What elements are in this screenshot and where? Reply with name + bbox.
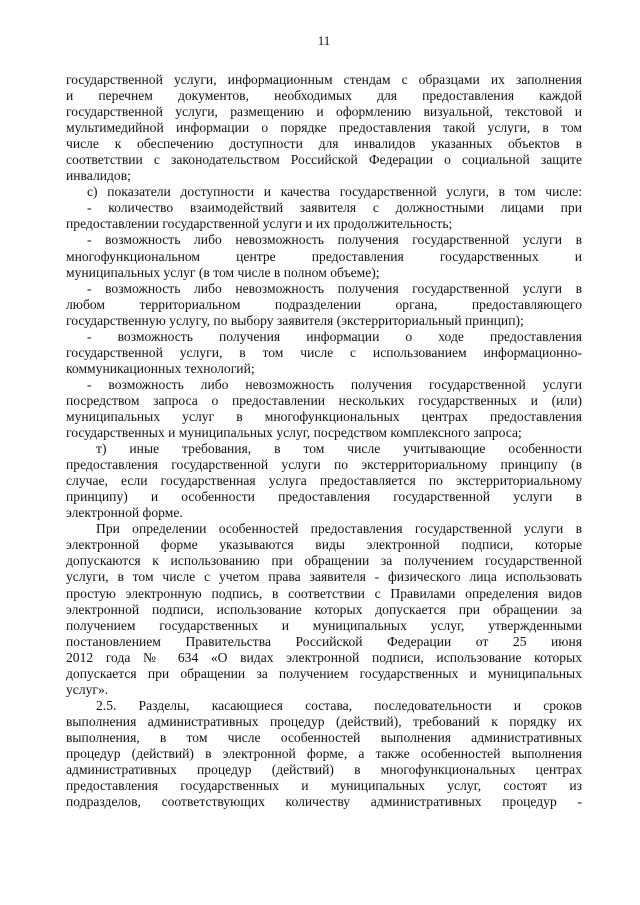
text-line: - возможность либо невозможность получения государственной услуги [87,376,582,392]
text-line: электронной подписи, использование которых допускается при обращении за [66,601,582,617]
text-line: допускаются к использованию при обращении за получением государственной [66,553,582,569]
text-line: посредством запроса о предоставлении нескольких государственных и (или) [66,392,582,408]
text-line: услуги, в том числе с учетом права заявителя - физического лица использовать [66,569,582,585]
text-line: - возможность либо невозможность получения государственной услуги в [87,232,582,248]
text-line: случае, если государственная услуга предоставляется по экстерриториальному [66,473,582,489]
text-line: инвалидов; [66,168,131,184]
text-line: с) показатели доступности и качества государственной услуги, в том числе: [87,184,582,200]
text-line: услуг». [66,681,109,697]
text-line: электронной форме. [66,505,183,521]
text-line: многофункциональном центре предоставления государственных и [66,248,582,264]
document-page [66,0,582,905]
text-line: государственную услугу, по выбору заявителя (экстерриториальный принцип); [66,312,524,328]
page-number: 11 [317,33,331,48]
text-line: т) иные требования, в том числе учитывающие особенности [96,441,582,457]
text-line: принципу) и особенности предоставления государственной услуги в [66,489,582,505]
text-line: государственной услуги, в том числе с использованием информационно- [66,344,582,360]
text-line: получением государственных и муниципальных услуг, утвержденными [66,617,582,633]
text-line: процедур (действий) в электронной форме, а также особенностей выполнения [66,745,582,761]
text-line: муниципальных услуг в многофункциональных центрах предоставления [66,408,582,424]
text-line: предоставления государственных и муниципальных услуг, состоят из [66,778,582,794]
text-line: выполнения административных процедур (действий), требований к порядку их [66,713,582,729]
text-line: административных процедур (действий) в многофункциональных центрах [66,762,582,778]
text-line: При определении особенностей предоставления государственной услуги в [96,521,582,537]
text-line: государственной услуги, информационным стендам с образцами их заполнения [66,72,582,87]
text-line: государственной услуги, размещению и оформлению визуальной, текстовой и [66,104,582,120]
text-line: муниципальных услуг (в том числе в полном объеме); [66,264,380,280]
text-line: постановлением Правительства Российской Федерации от 25 июня [66,633,582,649]
text-line: соответствии с законодательством Российской Федерации о социальной защите [66,152,582,168]
text-line: - возможность либо невозможность получения государственной услуги в [87,280,582,296]
text-line: коммуникационных технологий; [66,360,255,376]
document-body [66,72,582,810]
text-line: подразделов, соответствующих количеству административных процедур - [66,794,582,810]
text-line: любом территориальном подразделении органа, предоставляющего [66,296,582,312]
text-line: - возможность получения информации о ходе предоставления [87,328,582,344]
text-line: 2012 года № 634 «О видах электронной подписи, использование которых [66,649,582,665]
text-line: мультимедийной информации о порядке предоставления такой услуги, в том [66,120,582,136]
text-line: и перечнем документов, необходимых для предоставления каждой [66,88,582,104]
text-line: числе к обеспечению доступности для инвалидов указанных объектов в [66,136,582,152]
text-line: выполнения, в том числе особенностей выполнения административных [66,729,582,745]
text-line: 2.5. Разделы, касающиеся состава, последовательности и сроков [96,697,582,713]
text-line: электронной форме указываются виды электронной подписи, которые [66,537,582,553]
text-line: - количество взаимодействий заявителя с должностными лицами при [87,200,582,216]
text-line: предоставлении государственной услуги и их продолжительность; [66,216,453,232]
text-line: простую электронную подпись, в соответствии с Правилами определения видов [66,585,582,601]
text-line: предоставления государственной услуги по экстерриториальному принципу (в [66,457,582,473]
text-line: государственных и муниципальных услуг, посредством комплексного запроса; [66,425,522,441]
text-line: допускается при обращении за получением государственных и муниципальных [66,665,582,681]
